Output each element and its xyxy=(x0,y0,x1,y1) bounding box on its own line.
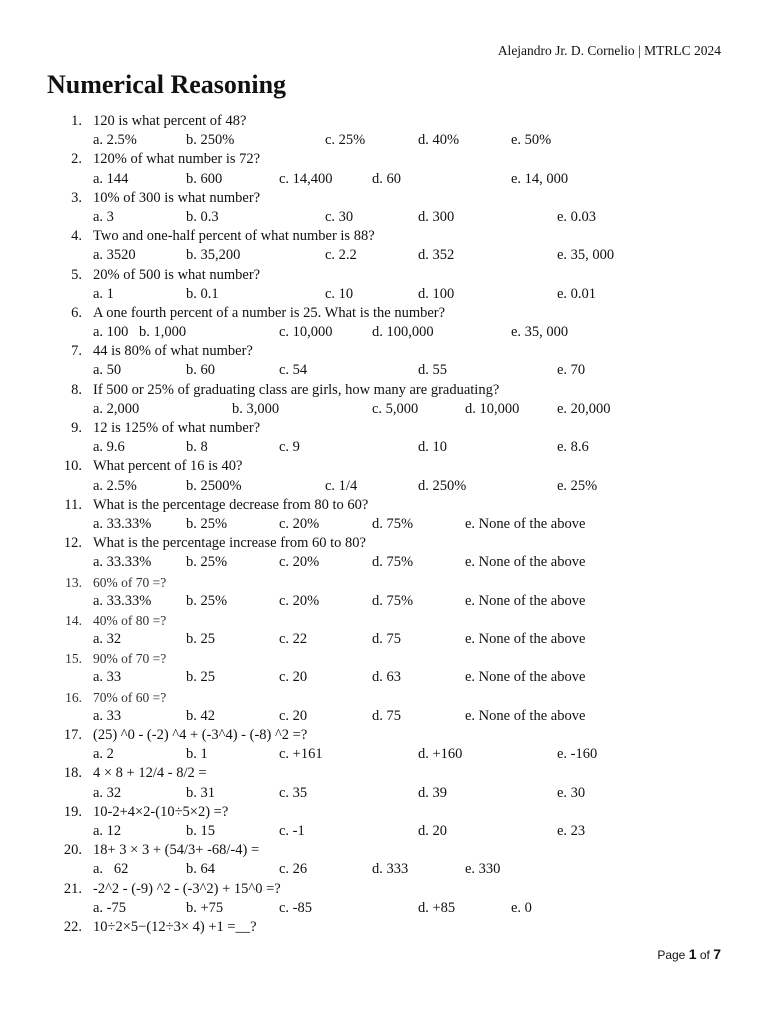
question-row xyxy=(0,918,768,937)
question-item xyxy=(0,764,768,802)
answer-options xyxy=(0,131,768,150)
answer-option: b. 1,000 xyxy=(139,324,187,341)
answer-option: b. 60 xyxy=(186,362,215,379)
answer-option: c. 30 xyxy=(325,208,354,225)
question-number: 16. xyxy=(65,689,82,705)
answer-options xyxy=(0,745,768,764)
answer-option: e. 14, 000 xyxy=(511,170,569,187)
answer-option: a. 32 xyxy=(93,631,122,648)
page-title: Numerical Reasoning xyxy=(47,70,287,99)
answer-options xyxy=(0,323,768,342)
question-number: 2. xyxy=(71,151,82,168)
answer-option: a. 144 xyxy=(93,170,129,187)
question-item xyxy=(0,534,768,572)
answer-option: e. 330 xyxy=(465,861,501,878)
answer-option: d. 100 xyxy=(418,285,455,302)
answer-option: e. 8.6 xyxy=(557,439,589,456)
question-item xyxy=(0,573,768,611)
answer-option: b. 31 xyxy=(186,784,215,801)
answer-option: e. 70 xyxy=(557,362,586,379)
answer-option: e. 30 xyxy=(557,784,586,801)
question-row xyxy=(0,112,768,131)
answer-option: c. 54 xyxy=(279,362,308,379)
question-text: 70% of 60 =? xyxy=(93,689,167,705)
answer-option: a. 2,000 xyxy=(93,400,140,417)
answer-option: c. 26 xyxy=(279,861,308,878)
answer-options xyxy=(0,170,768,189)
answer-option: b. 25% xyxy=(186,554,228,571)
question-row xyxy=(0,381,768,400)
answer-options xyxy=(0,553,768,572)
question-item xyxy=(0,649,768,687)
question-row xyxy=(0,304,768,323)
answer-option: c. -85 xyxy=(279,899,313,916)
question-row xyxy=(0,803,768,822)
question-row xyxy=(0,688,768,707)
answer-options xyxy=(0,438,768,457)
question-item xyxy=(0,880,768,918)
question-item xyxy=(0,266,768,304)
answer-options xyxy=(0,707,768,726)
answer-option: e. None of the above xyxy=(465,669,586,686)
answer-options xyxy=(0,592,768,611)
question-text: 12 is 125% of what number? xyxy=(93,420,261,436)
answer-option: a. 33.33% xyxy=(93,515,152,532)
answer-option: c. 10,000 xyxy=(279,324,333,341)
question-number: 22. xyxy=(63,918,82,935)
question-row xyxy=(0,227,768,246)
answer-option: a. 33.33% xyxy=(93,592,152,609)
question-number: 5. xyxy=(71,266,82,283)
answer-option: d. 75% xyxy=(372,554,414,571)
answer-option: a. 2.5% xyxy=(93,477,137,494)
question-item xyxy=(0,496,768,534)
answer-option: e. 25% xyxy=(557,477,598,494)
question-item xyxy=(0,419,768,457)
question-item xyxy=(0,457,768,495)
answer-option: a. 9.6 xyxy=(93,439,125,456)
answer-options xyxy=(0,784,768,803)
answer-option: d. 352 xyxy=(418,247,455,264)
answer-option: d. 10,000 xyxy=(465,400,520,417)
answer-option: a. 2 xyxy=(93,746,114,763)
page-word: Page xyxy=(657,948,686,962)
answer-option: c. 1/4 xyxy=(325,477,358,494)
question-text: What is the percentage increase from 60 to 80? xyxy=(93,535,366,552)
question-text: 10÷2×5−(12÷3× 4) +1 =__? xyxy=(93,918,257,935)
answer-option: b. 25% xyxy=(186,515,228,532)
question-item xyxy=(0,189,768,227)
question-row xyxy=(0,457,768,476)
answer-option: a. 32 xyxy=(93,784,122,801)
answer-option: d. 75% xyxy=(372,592,414,609)
answer-option: c. 20% xyxy=(279,515,320,532)
question-text: -2^2 - (-9) ^2 - (-3^2) + 15^0 =? xyxy=(93,880,281,897)
page-total: 7 xyxy=(713,946,721,962)
answer-option: a. 33.33% xyxy=(93,554,152,571)
answer-option: e. None of the above xyxy=(465,592,586,609)
answer-option: d. 20 xyxy=(418,822,447,839)
answer-option: d. +160 xyxy=(418,746,463,763)
answer-option: a. 62 xyxy=(93,861,129,878)
question-text: What is the percentage decrease from 80 to 60? xyxy=(93,496,369,513)
answer-options xyxy=(0,285,768,304)
answer-options xyxy=(0,400,768,419)
question-row xyxy=(0,573,768,592)
answer-option: d. 40% xyxy=(418,132,460,149)
question-item xyxy=(0,227,768,265)
question-number: 13. xyxy=(65,574,82,590)
question-number: 19. xyxy=(63,803,82,820)
answer-options xyxy=(0,361,768,380)
question-row xyxy=(0,764,768,783)
answer-option: b. 600 xyxy=(186,170,223,187)
answer-option: d. 39 xyxy=(418,784,447,801)
question-text: 10-2+4×2-(10÷5×2) =? xyxy=(93,803,229,820)
question-item xyxy=(0,112,768,150)
question-text: 20% of 500 is what number? xyxy=(93,266,261,283)
answer-option: c. 20% xyxy=(279,554,320,571)
question-row xyxy=(0,649,768,668)
answer-option: e. None of the above xyxy=(465,515,586,532)
question-number: 11. xyxy=(64,496,82,513)
answer-options xyxy=(0,630,768,649)
answer-option: c. 5,000 xyxy=(372,400,419,417)
answer-option: d. 63 xyxy=(372,669,401,686)
question-item xyxy=(0,688,768,726)
question-number: 4. xyxy=(71,228,82,245)
question-number: 14. xyxy=(65,612,82,628)
answer-option: d. 75 xyxy=(372,631,401,648)
question-item xyxy=(0,304,768,342)
answer-option: e. 20,000 xyxy=(557,400,611,417)
question-item xyxy=(0,918,768,937)
answer-option: e. 0.01 xyxy=(557,285,597,302)
answer-option: a. 12 xyxy=(93,822,122,839)
answer-option: d. 60 xyxy=(372,170,401,187)
answer-option: c. 14,400 xyxy=(279,170,333,187)
question-number: 9. xyxy=(71,420,82,436)
question-text: 40% of 80 =? xyxy=(93,612,167,628)
answer-option: d. 75 xyxy=(372,707,401,724)
answer-option: c. 2.2 xyxy=(325,247,357,264)
question-row xyxy=(0,150,768,169)
question-item xyxy=(0,381,768,419)
question-row xyxy=(0,726,768,745)
answer-option: e. 50% xyxy=(511,132,552,149)
question-row xyxy=(0,611,768,630)
answer-option: b. 0.1 xyxy=(186,285,219,302)
question-number: 7. xyxy=(71,343,82,360)
question-row xyxy=(0,189,768,208)
document-header: Alejandro Jr. D. Cornelio | MTRLC 2024 xyxy=(497,43,721,58)
question-number: 15. xyxy=(65,651,82,667)
answer-option: d. 10 xyxy=(418,439,447,456)
answer-option: c. 20% xyxy=(279,592,320,609)
answer-option: b. 25 xyxy=(186,631,215,648)
question-text: A one fourth percent of a number is 25. What is the number? xyxy=(93,304,446,321)
answer-option: c. 20 xyxy=(279,669,308,686)
answer-option: a. 3 xyxy=(93,208,114,225)
question-number: 21. xyxy=(63,880,82,897)
answer-option: b. 25 xyxy=(186,669,215,686)
answer-options xyxy=(0,246,768,265)
answer-options xyxy=(0,899,768,918)
answer-option: a. 3520 xyxy=(93,247,136,264)
answer-options xyxy=(0,515,768,534)
answer-option: e. 35, 000 xyxy=(557,247,615,264)
question-row xyxy=(0,266,768,285)
answer-option: d. 100,000 xyxy=(372,324,434,341)
answer-option: b. 35,200 xyxy=(186,247,241,264)
answer-option: a. 1 xyxy=(93,285,114,302)
answer-option: c. +161 xyxy=(279,746,323,763)
page-footer xyxy=(657,946,721,962)
answer-option: d. 55 xyxy=(418,362,447,379)
question-number: 3. xyxy=(71,189,82,206)
answer-option: c. 25% xyxy=(325,132,366,149)
answer-option: e. None of the above xyxy=(465,707,586,724)
answer-option: a. 100 xyxy=(93,324,129,341)
question-text: 10% of 300 is what number? xyxy=(93,189,261,206)
question-list xyxy=(0,112,768,937)
answer-option: c. 10 xyxy=(325,285,354,302)
answer-option: b. 3,000 xyxy=(232,400,280,417)
page-number: 1 xyxy=(688,946,697,962)
answer-option: b. 250% xyxy=(186,132,235,149)
answer-option: b. 64 xyxy=(186,861,215,878)
answer-option: c. 35 xyxy=(279,784,308,801)
answer-option: d. 333 xyxy=(372,861,409,878)
question-row xyxy=(0,841,768,860)
answer-options xyxy=(0,822,768,841)
answer-option: b. +75 xyxy=(186,899,224,916)
question-row xyxy=(0,534,768,553)
question-number: 18. xyxy=(63,765,82,782)
answer-options xyxy=(0,477,768,496)
answer-options xyxy=(0,860,768,879)
question-number: 1. xyxy=(71,113,82,129)
question-item xyxy=(0,803,768,841)
answer-option: a. 2.5% xyxy=(93,132,137,149)
answer-option: c. 22 xyxy=(279,631,308,648)
answer-option: b. 25% xyxy=(186,592,228,609)
question-row xyxy=(0,496,768,515)
question-text: 18+ 3 × 3 + (54/3+ -68/-4) = xyxy=(93,842,260,859)
question-row xyxy=(0,342,768,361)
answer-option: d. 300 xyxy=(418,208,455,225)
answer-option: c. -1 xyxy=(279,822,305,839)
answer-option: e. -160 xyxy=(557,746,598,763)
answer-option: e. None of the above xyxy=(465,554,586,571)
question-text: 60% of 70 =? xyxy=(93,574,167,590)
answer-option: b. 1 xyxy=(186,746,208,763)
question-text: If 500 or 25% of graduating class are girls, how many are graduating? xyxy=(93,381,500,398)
answer-option: c. 9 xyxy=(279,439,300,456)
answer-option: e. 0.03 xyxy=(557,208,597,225)
answer-option: a. 33 xyxy=(93,669,122,686)
question-number: 6. xyxy=(71,304,82,321)
question-text: 120% of what number is 72? xyxy=(93,151,261,168)
question-item xyxy=(0,841,768,879)
answer-option: b. 2500% xyxy=(186,477,242,494)
answer-option: e. 23 xyxy=(557,822,586,839)
question-row xyxy=(0,880,768,899)
question-number: 17. xyxy=(63,727,82,743)
question-item xyxy=(0,150,768,188)
answer-option: a. -75 xyxy=(93,899,127,916)
question-text: What percent of 16 is 40? xyxy=(93,458,243,475)
answer-options xyxy=(0,208,768,227)
question-row xyxy=(0,419,768,438)
answer-option: d. +85 xyxy=(418,899,456,916)
question-text: 44 is 80% of what number? xyxy=(93,343,253,360)
answer-option: e. None of the above xyxy=(465,631,586,648)
answer-option: b. 8 xyxy=(186,439,208,456)
question-item xyxy=(0,726,768,764)
question-number: 20. xyxy=(63,842,82,859)
question-number: 8. xyxy=(71,381,82,398)
question-text: Two and one-half percent of what number is 88? xyxy=(93,228,375,245)
answer-options xyxy=(0,668,768,687)
question-number: 10. xyxy=(63,458,82,475)
answer-option: c. 20 xyxy=(279,707,308,724)
question-item xyxy=(0,611,768,649)
question-text: 4 × 8 + 12/4 - 8/2 = xyxy=(93,765,207,782)
question-text: (25) ^0 - (-2) ^4 + (-3^4) - (-8) ^2 =? xyxy=(93,727,308,743)
answer-option: b. 0.3 xyxy=(186,208,219,225)
question-item xyxy=(0,342,768,380)
answer-option: b. 42 xyxy=(186,707,215,724)
question-number: 12. xyxy=(63,535,82,552)
answer-option: d. 250% xyxy=(418,477,467,494)
of-word: of xyxy=(699,948,710,962)
answer-option: a. 50 xyxy=(93,362,122,379)
question-text: 90% of 70 =? xyxy=(93,651,167,667)
answer-option: a. 33 xyxy=(93,707,122,724)
answer-option: d. 75% xyxy=(372,515,414,532)
answer-option: e. 35, 000 xyxy=(511,324,569,341)
question-text: 120 is what percent of 48? xyxy=(93,113,247,129)
answer-option: b. 15 xyxy=(186,822,215,839)
answer-option: e. 0 xyxy=(511,899,532,916)
